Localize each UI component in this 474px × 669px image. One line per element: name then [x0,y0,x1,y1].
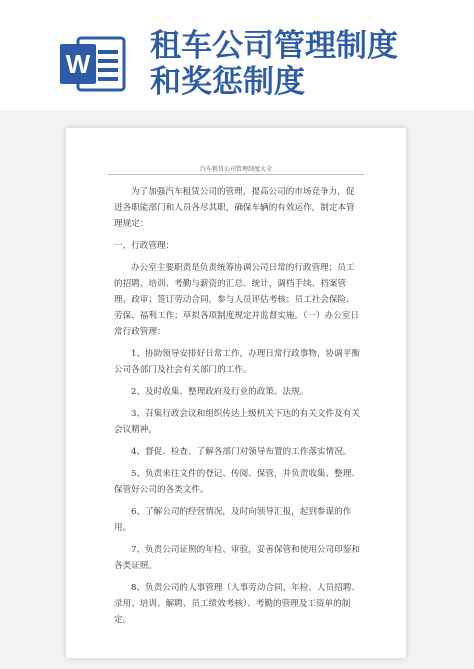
list-item: 6、了解公司的经营情况，及时向领导汇报，起到参谋的作用。 [114,507,352,533]
document-running-header: 汽车租赁公司管理制度大全 [199,166,272,173]
list-item: 4、督促、检查、了解各部门对领导布置的工作落实情况。 [131,447,352,457]
page-title [150,28,470,100]
list-item: 3、召集行政会议和组织传达上级机关下达的有关文件及有关会议精神。 [114,409,360,435]
document-page [66,128,406,658]
logo-letter: W [65,49,91,79]
list-item: 8、负责公司的人事管理（人事劳动合同、年检、人员招聘、录用、培训、解聘、员工绩效考核）、考勤的管理及工资单的制定。 [114,583,360,625]
list-item: 7、负责公司证照的年检、审验，妥善保管和使用公司印鉴和各类证照。 [114,545,360,571]
paragraph-intro: 为了加强汽车租赁公司的管理，提高公司的市场竞争力，促进各职能部门和人员各尽其职，确保车辆的有效运作，制定本管理规定： [114,187,355,229]
page-title-line-1: 租车公司管理制度 [150,28,398,64]
section-heading: 一、行政管理： [114,241,175,251]
paragraph-office-duties: 办公室主要职责是负责统筹协调公司日常的行政管理；员工的招聘、培训、考勤与薪资的汇总、统计，调档手续、档案管理、政审；签订劳动合同，参与人员评估考核；员工社会保险、劳保、福利工作；草拟各项制度规定并监督实施。（一）办公室日常行政管理： [114,263,359,337]
page-title-line-2: 和奖惩制度 [150,64,305,100]
list-item: 2、及时收集、整理政府及行业的政策、法规。 [131,387,309,397]
header-divider [108,174,364,175]
title-banner [0,0,474,110]
list-item: 5、负责来往文件的登记、传阅、保管，并负责收集、整理、保管好公司的各类文件。 [114,469,360,495]
list-item: 1、协助领导安排好日常工作，办理日常行政事物，协调平衡公司各部门及社会有关部门的工作。 [114,349,360,375]
document-body [114,184,362,634]
word-document-icon [58,34,128,94]
